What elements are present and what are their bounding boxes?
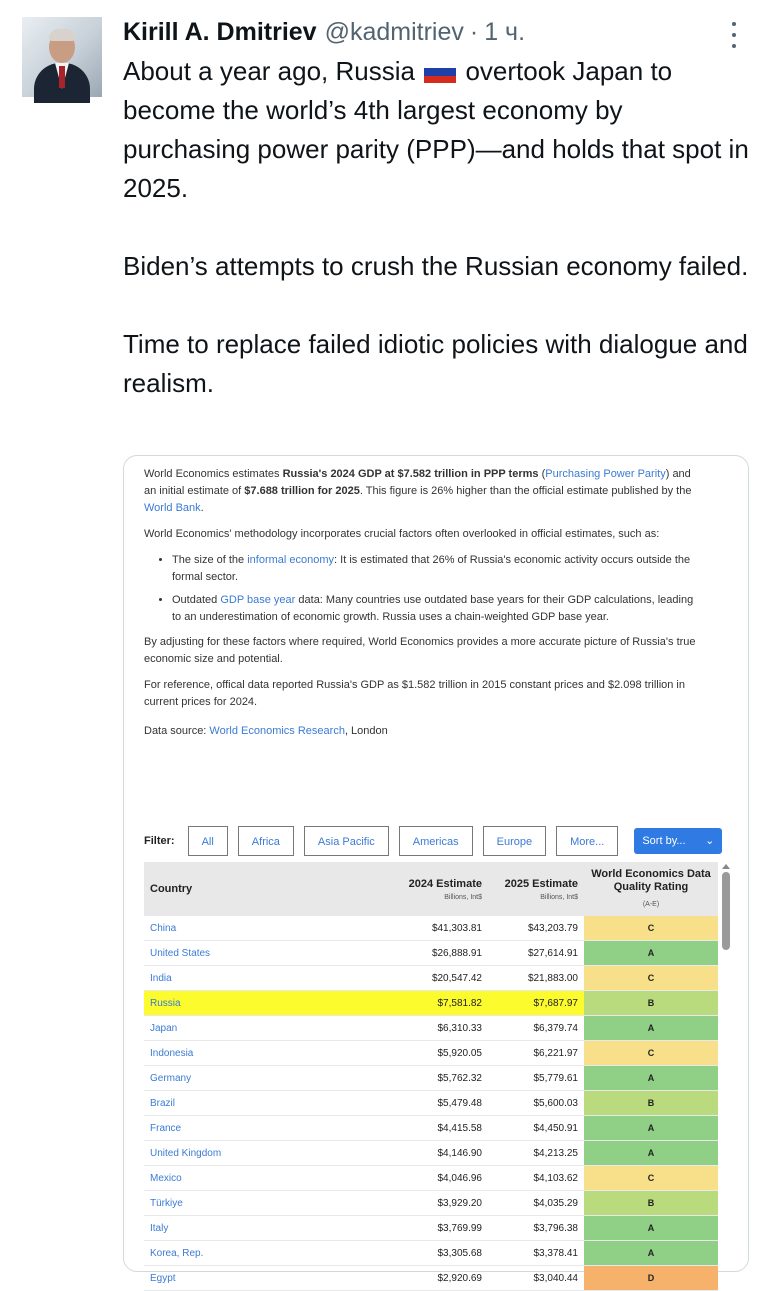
cell-est2024: $41,303.81 bbox=[370, 916, 488, 941]
cell-rating: A bbox=[584, 1241, 718, 1266]
russia-flag-icon bbox=[424, 61, 456, 83]
world-bank-link: World Bank bbox=[144, 502, 201, 514]
table-header-row bbox=[144, 862, 718, 916]
cell-est2024: $7,581.82 bbox=[370, 991, 488, 1016]
ppp-link: Purchasing Power Parity bbox=[545, 468, 666, 480]
table-row bbox=[144, 1266, 718, 1291]
avatar[interactable] bbox=[22, 17, 102, 97]
cell-rating: C bbox=[584, 916, 718, 941]
cell-country: Germany bbox=[144, 1066, 370, 1091]
cell-rating: C bbox=[584, 966, 718, 991]
gdp-table bbox=[144, 862, 718, 1284]
cell-country: Egypt bbox=[144, 1266, 370, 1291]
table-row bbox=[144, 966, 718, 991]
header-quality-rating: World Economics Data Quality Rating (A-E) bbox=[584, 862, 718, 916]
cell-est2025: $5,779.61 bbox=[488, 1066, 584, 1091]
cell-country: Italy bbox=[144, 1216, 370, 1241]
cell-est2025: $6,379.74 bbox=[488, 1016, 584, 1041]
filter-europe-button: Europe bbox=[483, 826, 546, 856]
tweet-paragraph-3: Time to replace failed idiotic policies with dialogue and realism. bbox=[123, 329, 748, 398]
cell-country: Korea, Rep. bbox=[144, 1241, 370, 1266]
scroll-up-icon bbox=[722, 864, 730, 869]
cell-rating: A bbox=[584, 1141, 718, 1166]
cell-est2025: $43,203.79 bbox=[488, 916, 584, 941]
table-row bbox=[144, 1116, 718, 1141]
cell-country: Indonesia bbox=[144, 1041, 370, 1066]
header-country: Country bbox=[144, 862, 370, 916]
filter-bar bbox=[144, 824, 722, 858]
header-separator: · bbox=[469, 17, 479, 46]
cell-country: Mexico bbox=[144, 1166, 370, 1191]
cell-country: China bbox=[144, 916, 370, 941]
cell-est2025: $3,796.38 bbox=[488, 1216, 584, 1241]
cell-country: Russia bbox=[144, 991, 370, 1016]
tweet-header bbox=[123, 14, 525, 50]
cell-est2025: $4,035.29 bbox=[488, 1191, 584, 1216]
cell-est2025: $4,213.25 bbox=[488, 1141, 584, 1166]
cell-est2025: $3,040.44 bbox=[488, 1266, 584, 1291]
cell-country: Japan bbox=[144, 1016, 370, 1041]
article-paragraph-4: For reference, offical data reported Russia's GDP as $1.582 trillion in 2015 constant prices and $2.098 trillion in current prices for 2024. bbox=[144, 679, 685, 708]
cell-est2024: $3,769.99 bbox=[370, 1216, 488, 1241]
table-row bbox=[144, 916, 718, 941]
bullet-gdp-base-year: • Outdated GDP base year data: Many countries use outdated base years for their GDP calculations, leading to an underestimation of economic growth. Russia uses a chain-weighted GDP base year. bbox=[172, 592, 704, 626]
table-row bbox=[144, 1191, 718, 1216]
table-row bbox=[144, 991, 718, 1016]
more-options-icon[interactable] bbox=[724, 22, 744, 48]
cell-est2024: $5,762.32 bbox=[370, 1066, 488, 1091]
sort-by-select: Sort by... ⌄ bbox=[634, 828, 722, 854]
gdp-base-year-link: GDP base year bbox=[220, 594, 296, 606]
cell-est2024: $3,305.68 bbox=[370, 1241, 488, 1266]
cell-est2025: $4,103.62 bbox=[488, 1166, 584, 1191]
cell-rating: A bbox=[584, 1116, 718, 1141]
table-row bbox=[144, 1141, 718, 1166]
cell-country: France bbox=[144, 1116, 370, 1141]
cell-country: United States bbox=[144, 941, 370, 966]
cell-est2024: $6,310.33 bbox=[370, 1016, 488, 1041]
informal-economy-link: informal economy bbox=[247, 554, 335, 566]
cell-est2024: $20,547.42 bbox=[370, 966, 488, 991]
cell-rating: B bbox=[584, 991, 718, 1016]
table-row bbox=[144, 1216, 718, 1241]
filter-more-button: More... bbox=[556, 826, 618, 856]
cell-est2024: $3,929.20 bbox=[370, 1191, 488, 1216]
filter-asia-pacific-button: Asia Pacific bbox=[304, 826, 389, 856]
filter-label: Filter: bbox=[144, 835, 175, 847]
cell-est2025: $27,614.91 bbox=[488, 941, 584, 966]
cell-rating: B bbox=[584, 1191, 718, 1216]
author-handle[interactable]: @kadmitriev bbox=[324, 17, 464, 46]
filter-africa-button: Africa bbox=[238, 826, 294, 856]
header-2024-estimate: 2024 Estimate Billions, Int$ bbox=[370, 862, 488, 916]
tweet-text bbox=[123, 52, 753, 442]
cell-est2025: $3,378.41 bbox=[488, 1241, 584, 1266]
bullet-informal-economy: • The size of the informal economy: It is estimated that 26% of Russia's economic activity occurs outside the formal sector. bbox=[172, 552, 704, 586]
cell-est2024: $5,479.48 bbox=[370, 1091, 488, 1116]
table-row bbox=[144, 1091, 718, 1116]
chevron-down-icon: ⌄ bbox=[705, 835, 715, 847]
cell-country: Türkiye bbox=[144, 1191, 370, 1216]
tweet-paragraph-2: Biden’s attempts to crush the Russian economy failed. bbox=[123, 251, 749, 281]
cell-country: India bbox=[144, 966, 370, 991]
cell-est2024: $4,415.58 bbox=[370, 1116, 488, 1141]
table-scrollbar bbox=[722, 862, 730, 1271]
cell-est2025: $6,221.97 bbox=[488, 1041, 584, 1066]
article-paragraph-1: World Economics estimates Russia's 2024 GDP at $7.582 trillion in PPP terms (Purchasing Power Parity) and an initial estimate of $7.688 trillion for 2025. This figure is 26% higher than the official estimate published by the World Bank. bbox=[144, 468, 692, 514]
cell-est2024: $2,920.69 bbox=[370, 1266, 488, 1291]
cell-rating: C bbox=[584, 1041, 718, 1066]
filter-americas-button: Americas bbox=[399, 826, 473, 856]
cell-rating: A bbox=[584, 941, 718, 966]
cell-est2024: $4,146.90 bbox=[370, 1141, 488, 1166]
table-row bbox=[144, 1016, 718, 1041]
cell-est2024: $5,920.05 bbox=[370, 1041, 488, 1066]
cell-rating: A bbox=[584, 1016, 718, 1041]
cell-est2025: $4,450.91 bbox=[488, 1116, 584, 1141]
tweet-paragraph-1: About a year ago, Russia overtook Japan to become the world’s 4th largest economy by purchasing power parity (PPP)—and holds that spot in 2025. bbox=[123, 56, 749, 203]
article-paragraph-3: By adjusting for these factors where required, World Economics provides a more accurate picture of Russia's true economic size and potential. bbox=[144, 636, 696, 665]
data-source-line: Data source: World Economics Research, London bbox=[144, 725, 388, 737]
table-row bbox=[144, 941, 718, 966]
header-2025-estimate: 2025 Estimate Billions, Int$ bbox=[488, 862, 584, 916]
article-paragraph-2: World Economics' methodology incorporates crucial factors often overlooked in official estimates, such as: bbox=[144, 528, 660, 540]
author-name[interactable]: Kirill A. Dmitriev bbox=[123, 17, 317, 46]
cell-est2025: $7,687.97 bbox=[488, 991, 584, 1016]
cell-est2025: $21,883.00 bbox=[488, 966, 584, 991]
cell-rating: D bbox=[584, 1266, 718, 1291]
tweet-timestamp[interactable]: 1 ч. bbox=[484, 17, 526, 46]
table-row bbox=[144, 1066, 718, 1091]
cell-country: Brazil bbox=[144, 1091, 370, 1116]
scrollbar-thumb bbox=[722, 872, 730, 950]
attached-image[interactable] bbox=[123, 455, 749, 1284]
table-row bbox=[144, 1241, 718, 1266]
cell-rating: B bbox=[584, 1091, 718, 1116]
data-source-link: World Economics Research bbox=[209, 725, 345, 737]
cell-rating: A bbox=[584, 1066, 718, 1091]
article-bullets bbox=[144, 552, 704, 626]
cell-est2024: $26,888.91 bbox=[370, 941, 488, 966]
table-row bbox=[144, 1041, 718, 1066]
cell-est2025: $5,600.03 bbox=[488, 1091, 584, 1116]
article-text bbox=[144, 466, 704, 749]
cell-est2024: $4,046.96 bbox=[370, 1166, 488, 1191]
cell-rating: A bbox=[584, 1216, 718, 1241]
filter-all-button: All bbox=[188, 826, 228, 856]
cell-rating: C bbox=[584, 1166, 718, 1191]
cell-country: United Kingdom bbox=[144, 1141, 370, 1166]
table-row bbox=[144, 1166, 718, 1191]
